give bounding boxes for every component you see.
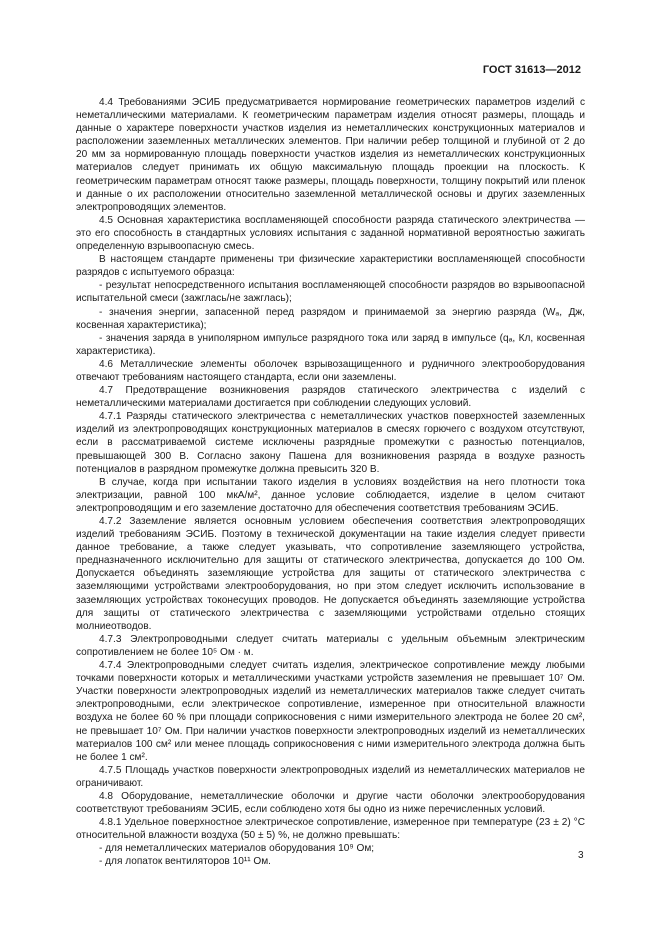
- paragraph-4-7-2: 4.7.2 Заземление является основным условием обеспечения соответствия электропроводящих изделий требованиям ЭСИБ. Поэтому в технической документации на такие изделия следует привести данное требование, а также следует указывать, что сопротивление заземляющего устройства, предназначенного исключительно для защиты от статического электричества, допускается до 100 Ом. Допускается объединять заземляющие устройства для защиты от статического электричества с заземляющими устройствами электрооборудования, но при этом следует исключить использование в заземляющих устройствах токонесущих проводов. Не допускается объединять заземляющие устройства для защиты от статического электричества с заземляющими устройствами отдельно стоящих молниеотводов.: [76, 516, 585, 632]
- document-code: ГОСТ 31613—2012: [482, 64, 581, 76]
- paragraph-4-8: 4.8 Оборудование, неметаллические оболочки и другие части оболочки электрооборудования соответствуют требованиям ЭСИБ, если соблюдено хотя бы одно из ниже перечисленных условий.: [76, 790, 585, 816]
- paragraph-electrization-case: В случае, когда при испытании такого изделия в условиях воздействия на него плотности тока электризации, равной 100 мкА/м², данное условие соблюдается, изделие в целом считают электропроводящим и его заземление достаточно для обеспечения соответствия требованиям ЭСИБ.: [76, 476, 585, 514]
- list-item: - значения энергии, запасенной перед разрядом и принимаемой за энергию разряда (Wₐ, Дж, косвенная характеристика);: [76, 306, 585, 331]
- paragraph-4-6: 4.6 Металлические элементы оболочек взрывозащищенного и рудничного электрооборудования отвечают требованиям настоящего стандарта, если они заземлены.: [76, 358, 585, 383]
- paragraph-4-7-5: 4.7.5 Площадь участков поверхности электропроводных изделий из неметаллических материалов не ограничивают.: [76, 764, 585, 789]
- list-item: - значения заряда в униполярном импульсе разрядного тока или заряд в импульсе (qₐ, Кл, косвенная характеристика).: [76, 332, 585, 357]
- paragraph-4-4: 4.4 Требованиями ЭСИБ предусматривается нормирование геометрических параметров изделий с неметаллическими материалами. К геометрическим параметрам изделия относят размеры, площадь и данные о характере поверхности участков изделия из неметаллических конструкционных материалов и расположении заземленных металлических элементов. При наличии ребер толщиной и глубиной от 2 до 20 мм за нормированную площадь поверхности участков изделия из неметаллических конструкционных материалов следует принимать их общую максимальную площадь проекции на плоскость. К геометрическим параметрам относят также размеры, площадь поверхности, толщину покрытий или пленок и данные о их расположении относительно заземленной металлической основы и других заземленных электропроводящих элементов.: [76, 97, 585, 213]
- page-number: 3: [578, 850, 584, 861]
- list-item: - для лопаток вентиляторов 10¹¹ Ом.: [99, 856, 271, 868]
- paragraph-4-7: 4.7 Предотвращение возникновения разрядов статического электричества с изделий с неметаллическими материалами достигается при соблюдении следующих условий.: [76, 385, 585, 410]
- paragraph-4-5: 4.5 Основная характеристика воспламеняющей способности разряда статического электричества — это его способность в стандартных условиях испытания с заданной нормативной вероятностью зажигать определенную взрывоопасную смесь.: [76, 214, 585, 253]
- list-item: - результат непосредственного испытания воспламеняющей способности разрядов во взрывоопасной испытательной смеси (зажглась/не зажглась);: [76, 280, 585, 305]
- paragraph-4-8-1: 4.8.1 Удельное поверхностное электрическое сопротивление, измеренное при температуре (23 ± 2) °С относительной влажности воздуха (50 ± 5) %, не должно превышать:: [76, 817, 585, 842]
- paragraph-4-7-4: 4.7.4 Электропроводными следует считать изделия, электрическое сопротивление между любыми точками поверхности которых и металлическими участками устройств заземления не превышает 10⁷ Ом. Участки поверхности электропроводных изделий из неметаллических материалов также следует считать электропроводными, если электрическое сопротивление, измеренное при относительной влажности воздуха не более 60 % при площади соприкосновения с ними измерительного электрода не более 20 см², не превышает 10⁷ Ом. При наличии участков поверхности электропроводных изделий из неметаллических материалов 100 см² или менее площадь соприкосновения с ними измерительного электрода должна быть не более 1 см².: [76, 660, 585, 763]
- paragraph-characteristics-intro: В настоящем стандарте применены три физические характеристики воспламеняющей способности разрядов с испытуемого образца:: [76, 254, 585, 279]
- list-item: - для неметаллических материалов оборудования 10⁹ Ом;: [99, 843, 375, 855]
- paragraph-4-7-1: 4.7.1 Разряды статического электричества с неметаллических участков поверхностей заземленных изделий из электропроводящих конструкционных материалов в смесях горючего с воздухом отсутствуют, если в рассматриваемой системе исключены разрядные промежутки с разностью потенциалов, превышающей 300 В. Согласно закону Пашена для возникновения разряда в воздухе разность потенциалов в разрядном промежутке должна превысить 320 В.: [76, 411, 585, 475]
- document-body: [76, 96, 585, 869]
- paragraph-4-7-3: 4.7.3 Электропроводными следует считать материалы с удельным объемным электрическим сопротивлением не более 10⁵ Ом · м.: [76, 633, 585, 658]
